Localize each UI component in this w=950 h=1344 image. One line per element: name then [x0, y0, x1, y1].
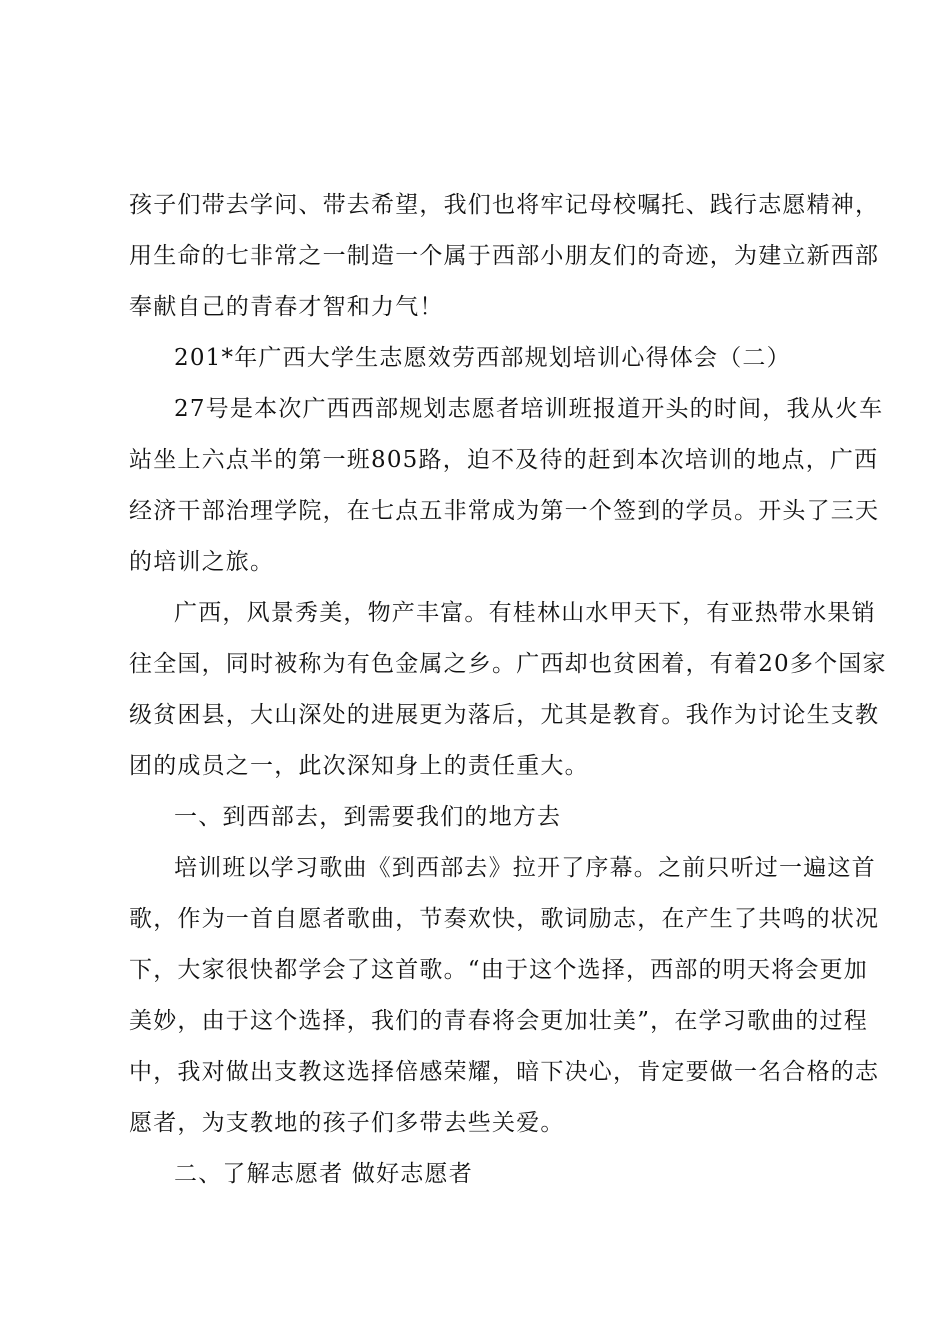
paragraph-line: 团的成员之一，此次深知身上的责任重大。: [129, 753, 589, 779]
paragraph-line: 站坐上六点半的第一班805路，迫不及待的赶到本次培训的地点，广西: [129, 447, 879, 473]
paragraph-line: 级贫困县，大山深处的进展更为落后，尤其是教育。我作为讨论生支教: [129, 702, 880, 728]
paragraph-line: 广西，风景秀美，物产丰富。有桂林山水甲天下，有亚热带水果销: [174, 600, 876, 626]
paragraph-line: 培训班以学习歌曲《到西部去》拉开了序幕。之前只听过一遍这首: [174, 855, 876, 881]
paragraph-line: 往全国，同时被称为有色金属之乡。广西却也贫困着，有着20多个国家: [129, 651, 887, 677]
paragraph-line: 愿者，为支教地的孩子们多带去些关爱。: [129, 1110, 565, 1136]
paragraph-line: 下，大家很快都学会了这首歌。“由于这个选择，西部的明天将会更加: [129, 957, 868, 983]
paragraph-line: 27号是本次广西西部规划志愿者培训班报道开头的时间，我从火车: [174, 396, 884, 422]
paragraph-line: 美妙，由于这个选择，我们的青春将会更加壮美”，在学习歌曲的过程: [129, 1008, 868, 1034]
paragraph-line: 经济干部治理学院，在七点五非常成为第一个签到的学员。开头了三天: [129, 498, 880, 524]
paragraph-line: 奉献自己的青春才智和力气！: [129, 294, 444, 320]
section-heading: 一、到西部去，到需要我们的地方去: [174, 804, 562, 830]
section-heading: 二、了解志愿者 做好志愿者: [174, 1161, 473, 1187]
paragraph-line: 孩子们带去学问、带去希望，我们也将牢记母校嘱托、践行志愿精神，: [129, 192, 880, 218]
paragraph-line: 用生命的七非常之一制造一个属于西部小朋友们的奇迹，为建立新西部: [129, 243, 880, 269]
paragraph-line: 歌，作为一首自愿者歌曲，节奏欢快，歌词励志，在产生了共鸣的状况: [129, 906, 880, 932]
paragraph-line: 中，我对做出支教这选择倍感荣耀，暗下决心，肯定要做一名合格的志: [129, 1059, 880, 1085]
section-title: 201*年广西大学生志愿效劳西部规划培训心得体会（二）: [174, 345, 791, 371]
paragraph-line: 的培训之旅。: [129, 549, 275, 575]
